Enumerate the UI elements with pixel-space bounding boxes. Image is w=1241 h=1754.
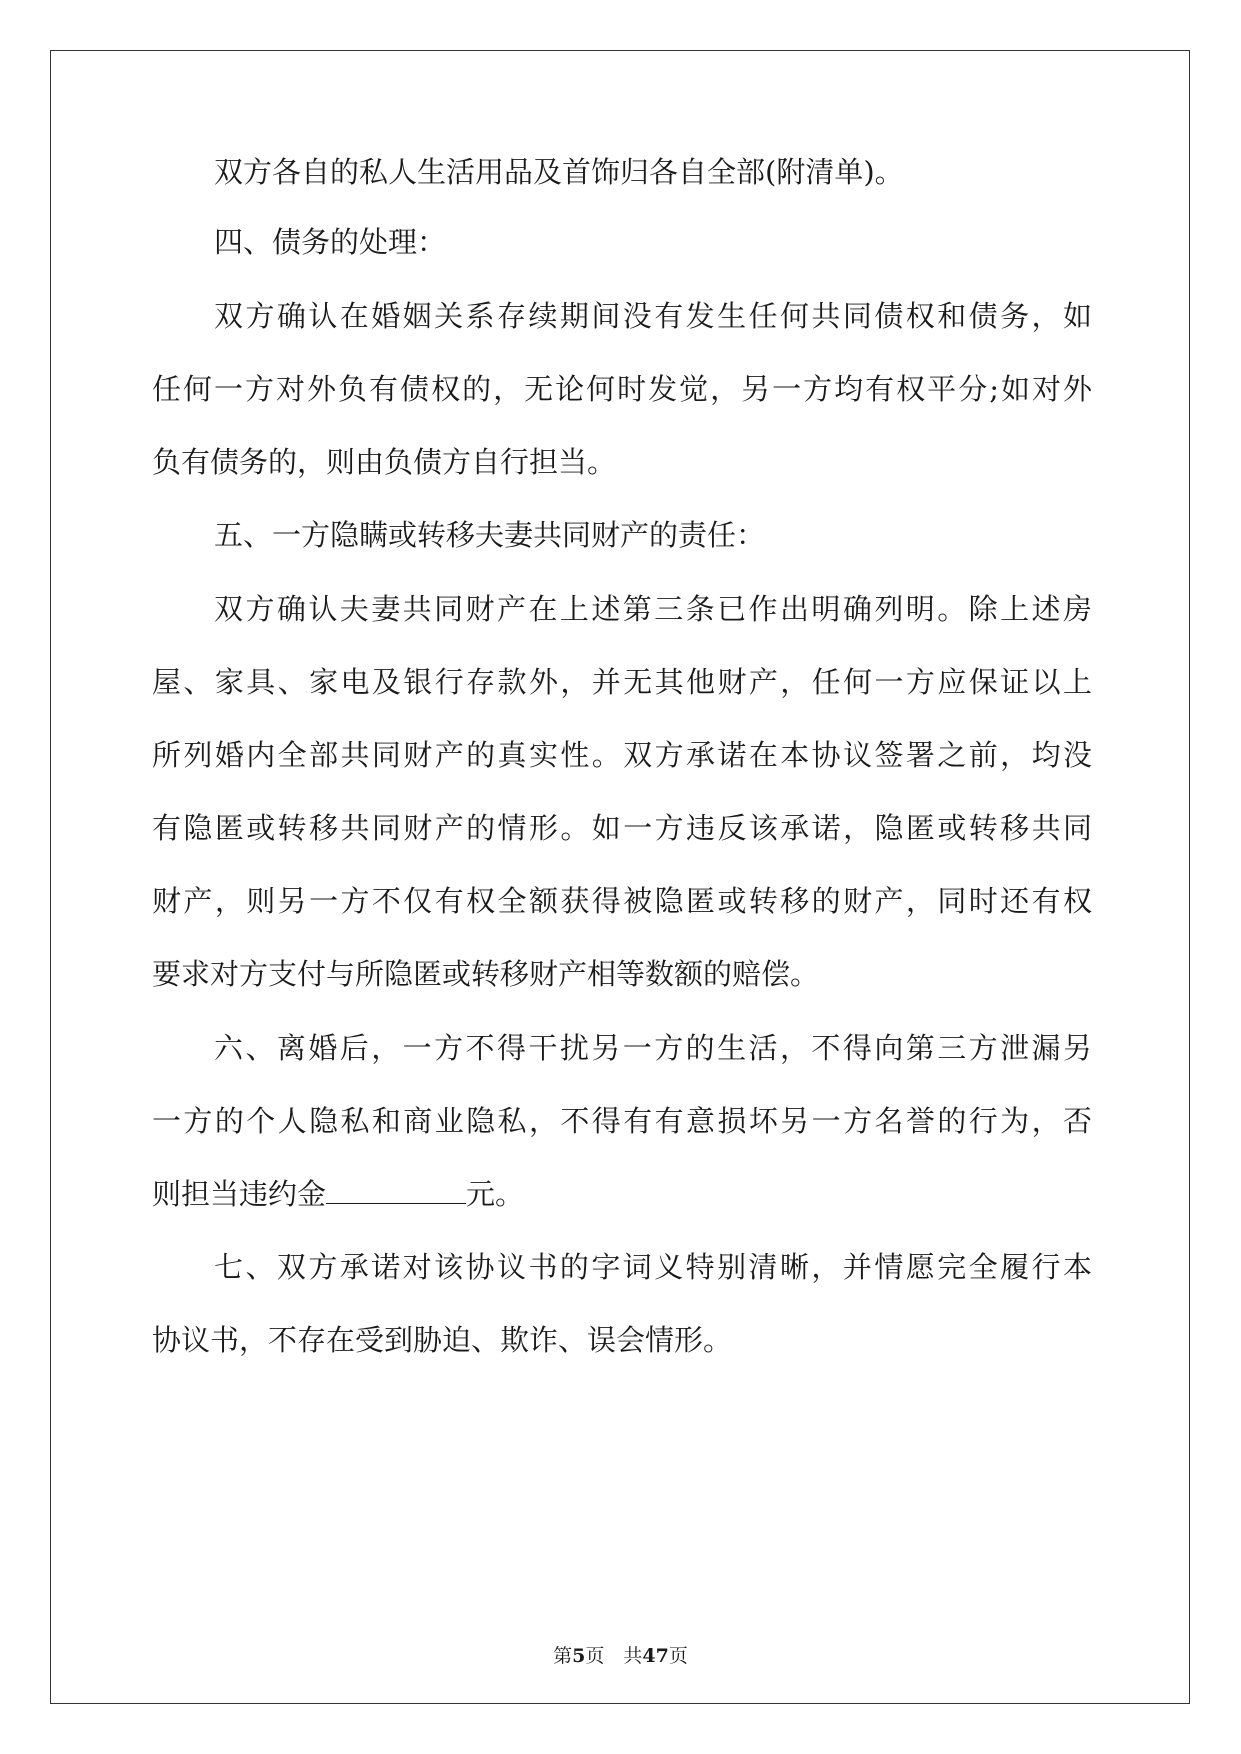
paragraph-privacy-line-2: 一方的个人隐私和商业隐私，不得有有意损坏另一方名誉的行为，否 <box>152 1104 1092 1138</box>
paragraph-property-line-5: 财产，则另一方不仅有权全额获得被隐匿或转移的财产，同时还有权 <box>152 884 1092 918</box>
footer-prefix: 第 <box>553 1645 573 1667</box>
paragraph-debt-line-1: 双方确认在婚姻关系存续期间没有发生任何共同债权和债务，如 <box>214 299 1092 333</box>
paragraph-debt-line-3: 负有债务的，则由负债方自行担当。 <box>152 445 617 479</box>
paragraph-property-line-1: 双方确认夫妻共同财产在上述第三条已作出明确列明。除上述房 <box>214 592 1092 626</box>
heading-debt-handling: 四、债务的处理： <box>214 225 447 259</box>
footer-suffix: 页 <box>668 1645 688 1667</box>
heading-concealment-liability: 五、一方隐瞒或转移夫妻共同财产的责任： <box>214 518 766 552</box>
paragraph-privacy-line-1: 六、离婚后，一方不得干扰另一方的生活，不得向第三方泄漏另 <box>214 1031 1092 1065</box>
paragraph-property-line-4: 有隐匿或转移共同财产的情形。如一方违反该承诺，隐匿或转移共同 <box>152 811 1092 845</box>
paragraph-property-line-6: 要求对方支付与所隐匿或转移财产相等数额的赔偿。 <box>152 957 820 991</box>
paragraph-understanding-line-1: 七、双方承诺对该协议书的字词义特别清晰，并情愿完全履行本 <box>214 1250 1092 1284</box>
penalty-label: 则担当违约金 <box>152 1177 327 1211</box>
footer-mid: 页 共 <box>585 1645 643 1667</box>
paragraph-privacy-line-3 <box>152 1174 524 1214</box>
paragraph-property-line-2: 屋、家具、家电及银行存款外，并无其他财产，任何一方应保证以上 <box>152 665 1092 699</box>
paragraph-personal-items-line-1: 双方各自的私人生活用品及首饰归各自全部(附清单)。 <box>214 155 904 189</box>
penalty-unit: 元。 <box>466 1177 525 1211</box>
paragraph-property-line-3: 所列婚内全部共同财产的真实性。双方承诺在本协议签署之前，均没 <box>152 738 1092 772</box>
paragraph-debt-line-2: 任何一方对外负有债权的，无论何时发觉，另一方均有权平分;如对外 <box>152 372 1092 406</box>
footer-total-pages: 47 <box>642 1645 669 1667</box>
paragraph-understanding-line-2: 协议书，不存在受到胁迫、欺诈、误会情形。 <box>152 1323 733 1357</box>
page-footer <box>0 1644 1241 1668</box>
footer-page-number: 5 <box>572 1645 586 1667</box>
penalty-amount-blank <box>326 1177 466 1204</box>
